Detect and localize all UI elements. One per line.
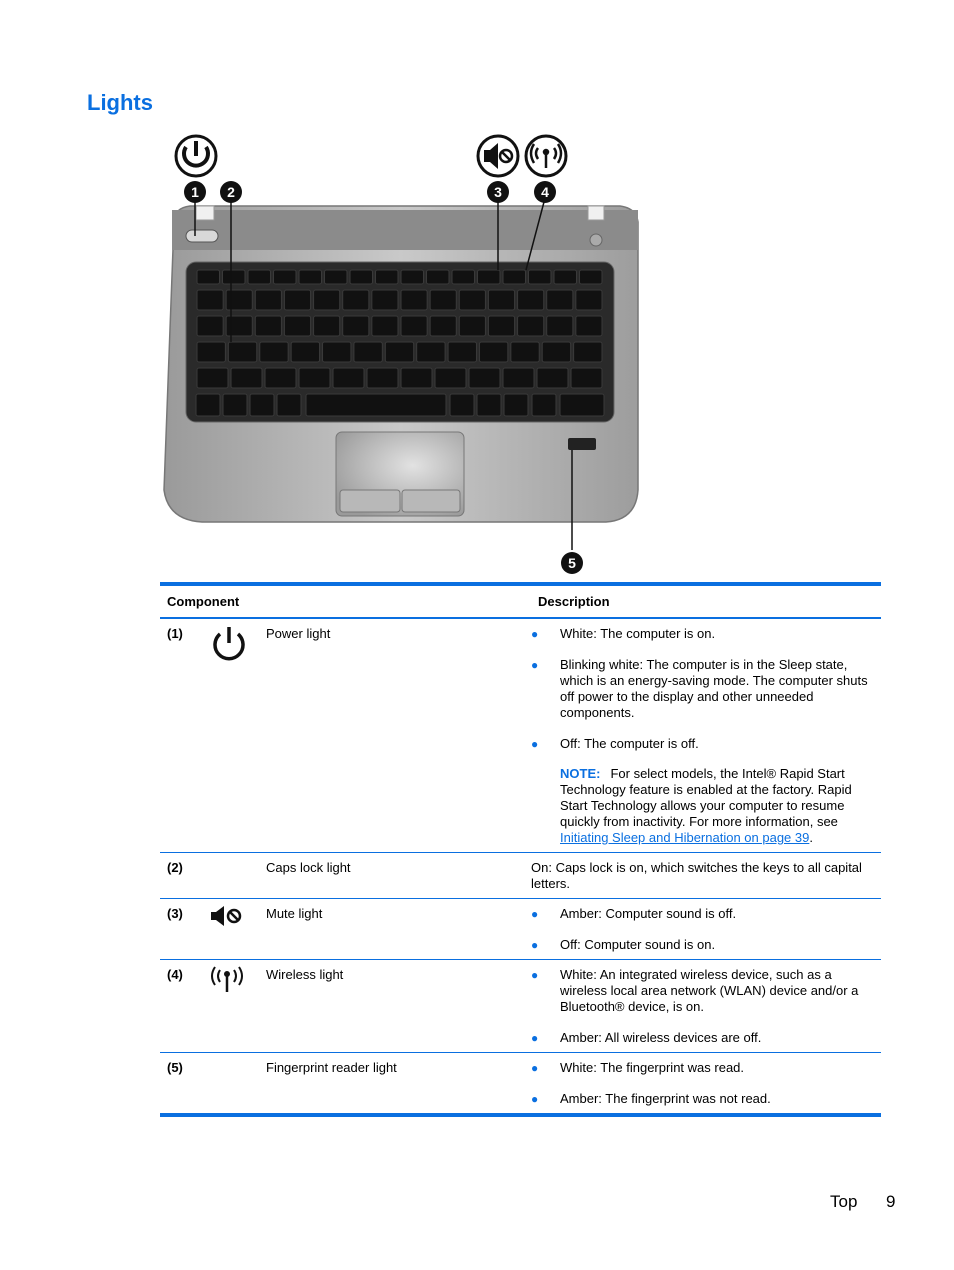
keyboard-key bbox=[488, 316, 514, 336]
keyboard-figure bbox=[160, 130, 650, 580]
keyboard-key bbox=[435, 368, 466, 388]
keyboard-key bbox=[479, 342, 507, 362]
keyboard-key bbox=[197, 368, 228, 388]
component-label: Fingerprint reader light bbox=[266, 1060, 397, 1075]
keyboard-key bbox=[401, 368, 432, 388]
svg-text:2: 2 bbox=[227, 184, 235, 200]
keyboard-key bbox=[299, 368, 330, 388]
wireless-icon bbox=[209, 982, 245, 997]
svg-text:5: 5 bbox=[568, 555, 576, 571]
keyboard-key bbox=[350, 270, 373, 284]
keyboard-key bbox=[503, 368, 534, 388]
keyboard-key bbox=[503, 270, 526, 284]
power-icon bbox=[209, 651, 249, 666]
keyboard-key bbox=[255, 290, 281, 310]
bullet-item bbox=[531, 736, 881, 752]
component-number: (5) bbox=[167, 1060, 183, 1075]
component-description bbox=[531, 853, 881, 898]
bullet-icon: ● bbox=[531, 968, 539, 982]
keyboard-key bbox=[325, 270, 348, 284]
table-row bbox=[160, 619, 881, 852]
bullet-item bbox=[531, 967, 881, 1015]
keyboard-key bbox=[343, 316, 369, 336]
keyboard-key bbox=[343, 290, 369, 310]
component-number: (2) bbox=[167, 860, 183, 875]
component-icon-cell bbox=[209, 853, 266, 898]
component-icon-cell bbox=[209, 1053, 266, 1113]
keyboard-key bbox=[401, 270, 424, 284]
keyboard-key bbox=[197, 290, 223, 310]
svg-text:1: 1 bbox=[191, 184, 199, 200]
speaker-grille bbox=[172, 210, 638, 250]
bullet-text: Amber: The fingerprint was not read. bbox=[560, 1091, 771, 1106]
keyboard-key bbox=[574, 342, 602, 362]
keyboard-key bbox=[265, 368, 296, 388]
keyboard-key bbox=[197, 316, 223, 336]
keyboard-key bbox=[477, 394, 501, 416]
bullet-item bbox=[531, 906, 881, 922]
bullet-icon: ● bbox=[531, 1061, 539, 1075]
bullet-icon: ● bbox=[531, 1092, 539, 1106]
component-description bbox=[531, 1053, 881, 1113]
bullet-item bbox=[531, 657, 881, 721]
keyboard-key bbox=[576, 290, 602, 310]
keyboard-key bbox=[197, 342, 225, 362]
keyboard-key bbox=[547, 316, 573, 336]
component-icon-cell bbox=[209, 899, 266, 959]
keyboard-key bbox=[354, 342, 382, 362]
keyboard-key bbox=[250, 394, 274, 416]
keyboard-key bbox=[228, 342, 256, 362]
bullet-item bbox=[531, 1030, 881, 1046]
note-end: . bbox=[809, 830, 813, 845]
table-row bbox=[160, 960, 881, 1052]
keyboard-key bbox=[430, 290, 456, 310]
footer-section-label: Top bbox=[830, 1192, 858, 1211]
component-number: (1) bbox=[167, 626, 183, 641]
bullet-icon: ● bbox=[531, 658, 539, 672]
bullet-icon: ● bbox=[531, 907, 539, 921]
keyboard-key bbox=[226, 316, 252, 336]
svg-text:3: 3 bbox=[494, 184, 502, 200]
header-component: Component bbox=[167, 594, 240, 609]
keyboard-key bbox=[197, 270, 220, 284]
keyboard-key bbox=[560, 394, 604, 416]
keyboard-key bbox=[333, 368, 364, 388]
keyboard-key bbox=[372, 290, 398, 310]
keyboard-key bbox=[226, 290, 252, 310]
bullet-text: Amber: All wireless devices are off. bbox=[560, 1030, 762, 1045]
keyboard-key bbox=[417, 342, 445, 362]
bullet-icon: ● bbox=[531, 1031, 539, 1045]
keyboard-key bbox=[231, 368, 262, 388]
keyboard-key bbox=[571, 368, 602, 388]
bullet-item bbox=[531, 1060, 881, 1076]
component-label: Caps lock light bbox=[266, 860, 351, 875]
keyboard-key bbox=[401, 316, 427, 336]
bullet-icon: ● bbox=[531, 737, 539, 751]
bullet-text: Blinking white: The computer is in the Sleep state, which is an energy-saving mode. The computer shuts off power to the display and other unneeded components. bbox=[560, 657, 868, 720]
keyboard-key bbox=[260, 342, 288, 362]
keyboard-key bbox=[554, 270, 577, 284]
keyboard-key bbox=[576, 316, 602, 336]
keyboard-key bbox=[284, 316, 310, 336]
keyboard-key bbox=[299, 270, 322, 284]
keyboard-key bbox=[529, 270, 552, 284]
component-label: Power light bbox=[266, 626, 331, 641]
fingerprint-reader bbox=[568, 438, 596, 450]
keyboard-key bbox=[314, 290, 340, 310]
keyboard-key bbox=[372, 316, 398, 336]
keyboard-key bbox=[488, 290, 514, 310]
power-icon bbox=[176, 136, 216, 176]
component-description bbox=[531, 899, 881, 959]
component-description bbox=[531, 960, 881, 1052]
bullet-text: Amber: Computer sound is off. bbox=[560, 906, 737, 921]
keyboard-key bbox=[537, 368, 568, 388]
keyboard-key bbox=[532, 394, 556, 416]
component-icon-cell bbox=[209, 960, 266, 1052]
keyboard-key bbox=[450, 394, 474, 416]
page-number: 9 bbox=[886, 1192, 896, 1211]
note-label: NOTE: bbox=[560, 766, 601, 781]
component-description bbox=[531, 619, 881, 852]
bullet-text: Off: Computer sound is on. bbox=[560, 937, 716, 952]
keyboard-key bbox=[196, 394, 220, 416]
table-row bbox=[160, 899, 881, 959]
keyboard-key bbox=[248, 270, 271, 284]
table-row bbox=[160, 1053, 881, 1113]
keyboard-key bbox=[255, 316, 281, 336]
bullet-text: White: The computer is on. bbox=[560, 626, 716, 641]
component-label: Wireless light bbox=[266, 967, 344, 982]
keyboard-key bbox=[547, 290, 573, 310]
keyboard-key bbox=[401, 290, 427, 310]
keyboard-key bbox=[385, 342, 413, 362]
bullet-text: Off: The computer is off. bbox=[560, 736, 699, 751]
keyboard-key bbox=[518, 290, 544, 310]
bullet-text: White: The fingerprint was read. bbox=[560, 1060, 745, 1075]
note bbox=[531, 766, 881, 846]
keyboard-key bbox=[314, 316, 340, 336]
keyboard-key bbox=[376, 270, 399, 284]
description-text: On: Caps lock is on, which switches the keys to all capital letters. bbox=[531, 860, 862, 891]
bullet-text: White: An integrated wireless device, such as a wireless local area network (WLAN) device and/or a Bluetooth® device, is on. bbox=[560, 967, 859, 1014]
bullet-item bbox=[531, 1091, 881, 1107]
note-text: For select models, the Intel® Rapid Start Technology feature is enabled at the factory. Rapid Start Technology allows your computer to resume quickly from inactivity. For more information, see bbox=[560, 766, 852, 829]
keyboard-key bbox=[452, 270, 475, 284]
bullet-item bbox=[531, 937, 881, 953]
keyboard-key bbox=[367, 368, 398, 388]
keyboard-key bbox=[223, 394, 247, 416]
keyboard-key bbox=[223, 270, 246, 284]
component-icon-cell bbox=[209, 619, 266, 852]
keyboard-key bbox=[430, 316, 456, 336]
bullet-icon: ● bbox=[531, 627, 539, 641]
mute-icon bbox=[209, 917, 245, 932]
keyboard-key bbox=[459, 316, 485, 336]
keyboard-key bbox=[306, 394, 446, 416]
component-number: (3) bbox=[167, 906, 183, 921]
keyboard-key bbox=[518, 316, 544, 336]
keyboard-key bbox=[504, 394, 528, 416]
keyboard-key bbox=[291, 342, 319, 362]
keyboard-key bbox=[277, 394, 301, 416]
mute-icon bbox=[478, 136, 518, 176]
keyboard-key bbox=[284, 290, 310, 310]
keyboard-key bbox=[580, 270, 603, 284]
table-header bbox=[160, 586, 881, 617]
components-table bbox=[160, 582, 881, 1117]
component-number: (4) bbox=[167, 967, 183, 982]
table-row bbox=[160, 853, 881, 898]
component-label: Mute light bbox=[266, 906, 323, 921]
bullet-item bbox=[531, 626, 881, 642]
keyboard-key bbox=[427, 270, 450, 284]
cross-reference-link[interactable]: Initiating Sleep and Hibernation on page 39 bbox=[560, 830, 810, 845]
keyboard-key bbox=[542, 342, 570, 362]
page-title: Lights bbox=[87, 90, 153, 115]
svg-text:4: 4 bbox=[541, 184, 549, 200]
keyboard-key bbox=[478, 270, 501, 284]
keyboard-key bbox=[274, 270, 297, 284]
header-description: Description bbox=[538, 594, 610, 609]
keyboard-key bbox=[448, 342, 476, 362]
keyboard-key bbox=[469, 368, 500, 388]
wireless-icon bbox=[526, 136, 566, 176]
keyboard-key bbox=[511, 342, 539, 362]
keyboard-key bbox=[323, 342, 351, 362]
bullet-icon: ● bbox=[531, 938, 539, 952]
keyboard-key bbox=[459, 290, 485, 310]
